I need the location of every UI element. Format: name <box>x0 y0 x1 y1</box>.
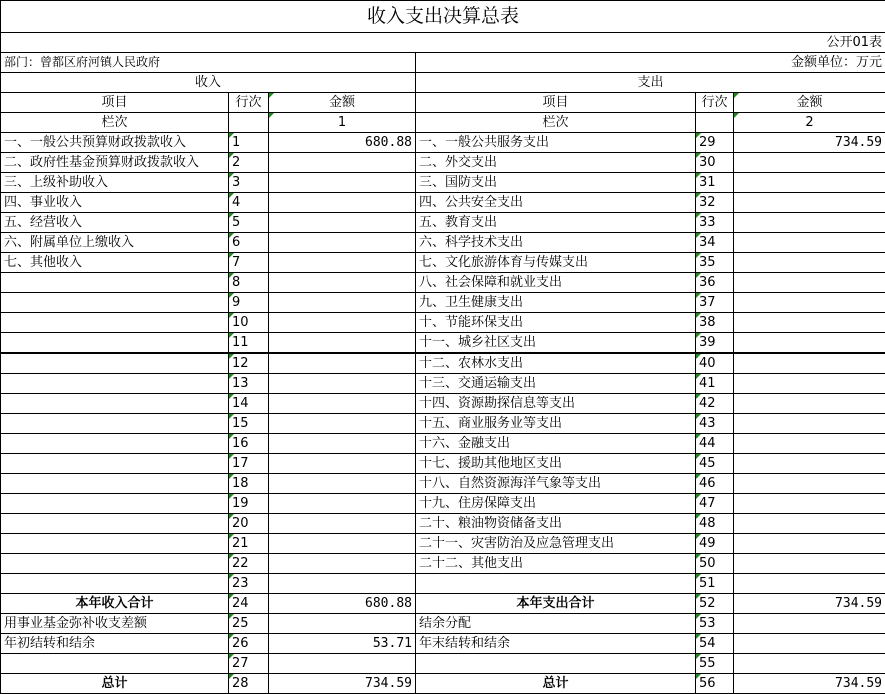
income-row-no: 8 <box>229 273 269 293</box>
expense-amount <box>734 434 885 454</box>
table-row <box>1 654 885 674</box>
expense-row-no: 50 <box>696 554 734 574</box>
expense-item <box>416 574 696 594</box>
expense-col-no: 2 <box>734 113 885 133</box>
income-amount <box>269 353 416 374</box>
expense-amount <box>734 353 885 374</box>
expense-amount <box>734 253 885 273</box>
expense-amount <box>734 494 885 514</box>
expense-row-no: 36 <box>696 273 734 293</box>
income-amount <box>269 494 416 514</box>
table-row <box>1 394 885 414</box>
income-row-no: 21 <box>229 534 269 554</box>
expense-item: 三、国防支出 <box>416 173 696 193</box>
income-col-no: 1 <box>269 113 416 133</box>
expense-item: 十四、资源勘探信息等支出 <box>416 394 696 414</box>
expense-item: 二、外交支出 <box>416 153 696 173</box>
table-row <box>1 293 885 313</box>
expense-row-header: 行次 <box>696 93 734 113</box>
income-row-no: 6 <box>229 233 269 253</box>
expense-item <box>416 654 696 674</box>
department-label: 部门：曾都区府河镇人民政府 <box>1 53 416 73</box>
expense-row-no: 49 <box>696 534 734 554</box>
expense-row-no: 35 <box>696 253 734 273</box>
expense-row-no: 37 <box>696 293 734 313</box>
table-row <box>1 554 885 574</box>
expense-item: 十五、商业服务业等支出 <box>416 414 696 434</box>
total-income-no: 24 <box>229 594 269 614</box>
income-amount: 680.88 <box>269 133 416 153</box>
income-amount <box>269 253 416 273</box>
income-row-no: 12 <box>229 353 269 374</box>
expense-item: 十八、自然资源海洋气象等支出 <box>416 474 696 494</box>
income-row-no: 7 <box>229 253 269 273</box>
expense-item: 二十一、灾害防治及应急管理支出 <box>416 534 696 554</box>
expense-item: 六、科学技术支出 <box>416 233 696 253</box>
income-row-no: 15 <box>229 414 269 434</box>
income-amount <box>269 193 416 213</box>
income-item: 三、上级补助收入 <box>1 173 229 193</box>
grand-expense-amount: 734.59 <box>734 674 885 694</box>
income-item-header: 项目 <box>1 93 229 113</box>
expense-row-no: 38 <box>696 313 734 333</box>
expense-item-header: 项目 <box>416 93 696 113</box>
expense-amount <box>734 614 885 634</box>
income-row-no: 10 <box>229 313 269 333</box>
table-row <box>1 494 885 514</box>
income-amount <box>269 434 416 454</box>
income-item: 二、政府性基金预算财政拨款收入 <box>1 153 229 173</box>
grand-income-amount: 734.59 <box>269 674 416 694</box>
expense-row-no: 42 <box>696 394 734 414</box>
income-amount <box>269 394 416 414</box>
grand-expense-label: 总计 <box>416 674 696 694</box>
income-row-no: 20 <box>229 514 269 534</box>
expense-item: 十九、住房保障支出 <box>416 494 696 514</box>
expense-item: 二十二、其他支出 <box>416 554 696 574</box>
total-expense-amount: 734.59 <box>734 594 885 614</box>
income-row-no: 19 <box>229 494 269 514</box>
table-row <box>1 333 885 354</box>
income-item <box>1 353 229 374</box>
income-row-no: 14 <box>229 394 269 414</box>
income-item: 用事业基金弥补收支差额 <box>1 614 229 634</box>
income-item: 一、一般公共预算财政拨款收入 <box>1 133 229 153</box>
expense-row-no: 32 <box>696 193 734 213</box>
expense-item: 十七、援助其他地区支出 <box>416 454 696 474</box>
grand-income-no: 28 <box>229 674 269 694</box>
table-row <box>1 434 885 454</box>
table-row <box>1 374 885 394</box>
expense-item: 七、文化旅游体育与传媒支出 <box>416 253 696 273</box>
table-row <box>1 454 885 474</box>
table-row <box>1 273 885 293</box>
income-row-no: 18 <box>229 474 269 494</box>
table-row <box>1 514 885 534</box>
income-item <box>1 333 229 354</box>
expense-item: 十六、金融支出 <box>416 434 696 454</box>
expense-item: 一、一般公共服务支出 <box>416 133 696 153</box>
income-amount <box>269 313 416 333</box>
table-row <box>1 213 885 233</box>
income-amount <box>269 414 416 434</box>
income-lanci-label: 栏次 <box>1 113 229 133</box>
total-expense-label: 本年支出合计 <box>416 594 696 614</box>
table-row <box>1 173 885 193</box>
expense-amount <box>734 474 885 494</box>
expense-row-no: 41 <box>696 374 734 394</box>
expense-lanci-row <box>696 113 734 133</box>
table-row <box>1 233 885 253</box>
income-row-no: 22 <box>229 554 269 574</box>
income-item <box>1 414 229 434</box>
income-item <box>1 474 229 494</box>
income-item <box>1 273 229 293</box>
income-amount <box>269 454 416 474</box>
income-amount <box>269 153 416 173</box>
income-item <box>1 293 229 313</box>
expense-row-no: 47 <box>696 494 734 514</box>
income-row-no: 16 <box>229 434 269 454</box>
income-item <box>1 454 229 474</box>
income-row-header: 行次 <box>229 93 269 113</box>
expense-item: 十、节能环保支出 <box>416 313 696 333</box>
income-row-no: 2 <box>229 153 269 173</box>
total-income-amount: 680.88 <box>269 594 416 614</box>
expense-item: 年末结转和结余 <box>416 634 696 654</box>
expense-amount <box>734 193 885 213</box>
expense-row-no: 39 <box>696 333 734 354</box>
income-amount <box>269 554 416 574</box>
expense-amount <box>734 293 885 313</box>
grand-total-row <box>1 674 885 694</box>
expense-amount <box>734 313 885 333</box>
income-row-no: 3 <box>229 173 269 193</box>
expense-amount <box>734 414 885 434</box>
income-item: 四、事业收入 <box>1 193 229 213</box>
income-item: 五、经营收入 <box>1 213 229 233</box>
table-row <box>1 353 885 374</box>
income-amount <box>269 654 416 674</box>
expense-amount <box>734 173 885 193</box>
expense-row-no: 40 <box>696 353 734 374</box>
expense-item: 十三、交通运输支出 <box>416 374 696 394</box>
income-item <box>1 554 229 574</box>
expense-item: 二十、粮油物资储备支出 <box>416 514 696 534</box>
income-row-no: 9 <box>229 293 269 313</box>
income-amount <box>269 574 416 594</box>
total-row <box>1 594 885 614</box>
income-item <box>1 514 229 534</box>
expense-amount <box>734 514 885 534</box>
table-row <box>1 534 885 554</box>
expense-amount <box>734 554 885 574</box>
table-row <box>1 193 885 213</box>
income-amount <box>269 273 416 293</box>
income-amount <box>269 213 416 233</box>
expense-row-no: 53 <box>696 614 734 634</box>
income-row-no: 17 <box>229 454 269 474</box>
expense-amount <box>734 654 885 674</box>
form-code: 公开01表 <box>1 33 885 53</box>
income-item: 年初结转和结余 <box>1 634 229 654</box>
income-amount <box>269 474 416 494</box>
table-row <box>1 474 885 494</box>
total-income-label: 本年收入合计 <box>1 594 229 614</box>
expense-row-no: 54 <box>696 634 734 654</box>
expense-item: 八、社会保障和就业支出 <box>416 273 696 293</box>
expense-row-no: 34 <box>696 233 734 253</box>
income-item: 七、其他收入 <box>1 253 229 273</box>
expense-row-no: 31 <box>696 173 734 193</box>
table-row <box>1 153 885 173</box>
expense-lanci-label: 栏次 <box>416 113 696 133</box>
expense-row-no: 29 <box>696 133 734 153</box>
income-item <box>1 654 229 674</box>
expense-row-no: 44 <box>696 434 734 454</box>
grand-income-label: 总计 <box>1 674 229 694</box>
table-row <box>1 313 885 333</box>
income-row-no: 11 <box>229 333 269 354</box>
income-row-no: 25 <box>229 614 269 634</box>
table-row <box>1 614 885 634</box>
income-item <box>1 374 229 394</box>
income-amount-header: 金额 <box>269 93 416 113</box>
expense-row-no: 51 <box>696 574 734 594</box>
income-amount <box>269 293 416 313</box>
income-amount <box>269 173 416 193</box>
expense-section-header: 支出 <box>416 73 885 93</box>
total-expense-no: 52 <box>696 594 734 614</box>
income-row-no: 26 <box>229 634 269 654</box>
income-item <box>1 434 229 454</box>
income-section-header: 收入 <box>1 73 416 93</box>
income-amount <box>269 614 416 634</box>
expense-item: 四、公共安全支出 <box>416 193 696 213</box>
income-item <box>1 574 229 594</box>
expense-amount: 734.59 <box>734 133 885 153</box>
expense-amount <box>734 394 885 414</box>
expense-amount <box>734 454 885 474</box>
income-amount <box>269 534 416 554</box>
expense-row-no: 46 <box>696 474 734 494</box>
table-row <box>1 414 885 434</box>
unit-label: 金额单位：万元 <box>416 53 885 73</box>
income-item <box>1 494 229 514</box>
expense-row-no: 33 <box>696 213 734 233</box>
income-amount <box>269 374 416 394</box>
expense-item: 十一、城乡社区支出 <box>416 333 696 354</box>
income-item <box>1 394 229 414</box>
report-title: 收入支出决算总表 <box>1 1 885 33</box>
income-row-no: 1 <box>229 133 269 153</box>
expense-amount <box>734 333 885 354</box>
expense-amount <box>734 534 885 554</box>
expense-row-no: 48 <box>696 514 734 534</box>
expense-amount <box>734 213 885 233</box>
income-item <box>1 313 229 333</box>
table-row <box>1 253 885 273</box>
income-row-no: 27 <box>229 654 269 674</box>
expense-item: 结余分配 <box>416 614 696 634</box>
income-amount <box>269 333 416 354</box>
expense-amount <box>734 273 885 293</box>
expense-item: 九、卫生健康支出 <box>416 293 696 313</box>
income-amount <box>269 514 416 534</box>
expense-item: 十二、农林水支出 <box>416 353 696 374</box>
expense-amount <box>734 374 885 394</box>
income-amount: 53.71 <box>269 634 416 654</box>
income-amount <box>269 233 416 253</box>
expense-amount <box>734 634 885 654</box>
table-row <box>1 133 885 153</box>
expense-amount-header: 金额 <box>734 93 885 113</box>
expense-item: 五、教育支出 <box>416 213 696 233</box>
income-row-no: 5 <box>229 213 269 233</box>
expense-row-no: 55 <box>696 654 734 674</box>
income-row-no: 23 <box>229 574 269 594</box>
expense-row-no: 30 <box>696 153 734 173</box>
table-row <box>1 634 885 654</box>
income-item: 六、附属单位上缴收入 <box>1 233 229 253</box>
income-item <box>1 534 229 554</box>
expense-amount <box>734 153 885 173</box>
expense-row-no: 43 <box>696 414 734 434</box>
expense-amount <box>734 574 885 594</box>
income-row-no: 13 <box>229 374 269 394</box>
grand-expense-no: 56 <box>696 674 734 694</box>
table-row <box>1 574 885 594</box>
income-row-no: 4 <box>229 193 269 213</box>
expense-row-no: 45 <box>696 454 734 474</box>
income-lanci-row <box>229 113 269 133</box>
expense-amount <box>734 233 885 253</box>
